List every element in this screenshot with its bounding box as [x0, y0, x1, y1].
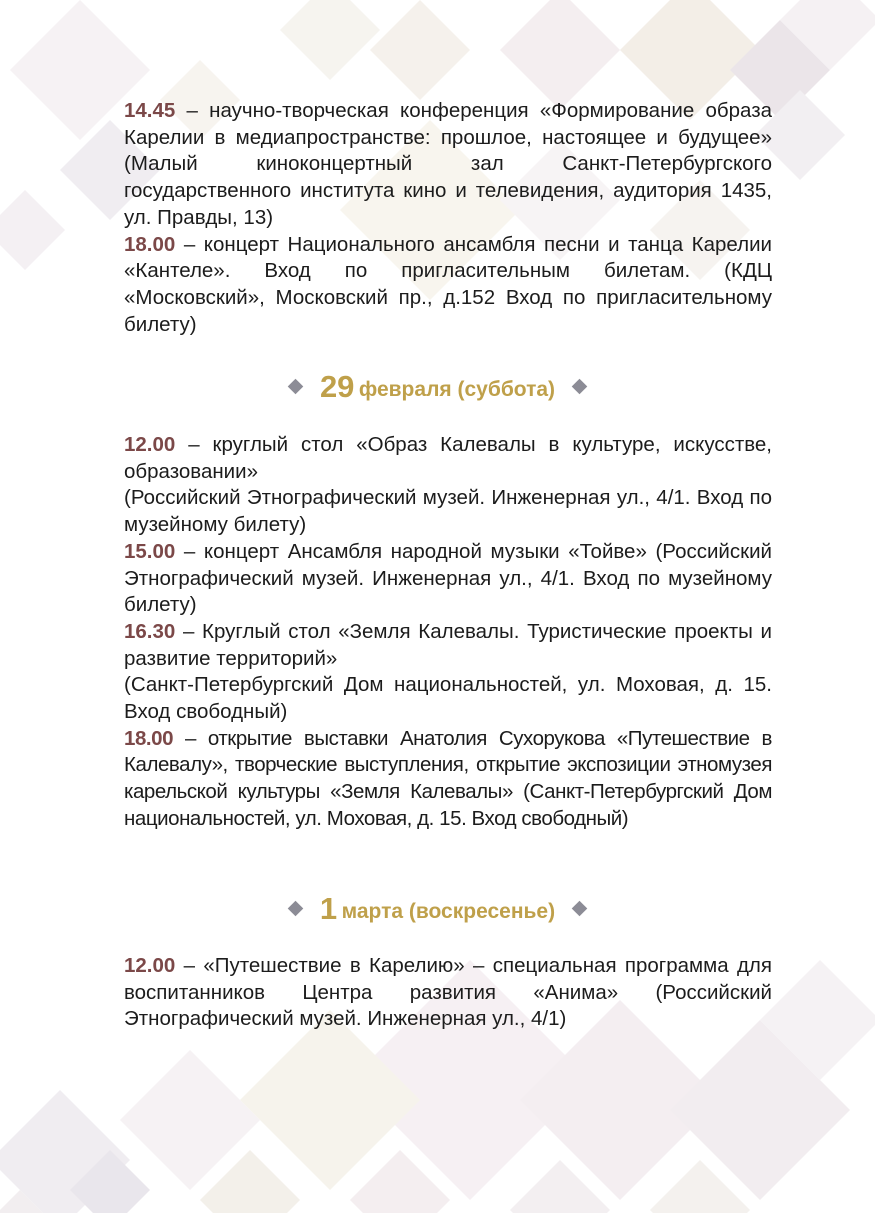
event-entry: [124, 953, 772, 1033]
event-description: – Круглый стол «Земля Калевалы. Туристические проекты и развитие территорий»: [124, 619, 772, 670]
event-description: – концерт Ансамбля народной музыки «Тойве» (Российский Этнографический музей. Инженерная ул., 4/1. Вход по музейному билету): [124, 539, 772, 617]
event-description: – «Путешествие в Карелию» – специальная программа для воспитанников Центра развития «Анима» (Российский Этнографический музей. Инженерная ул., 4/1): [124, 954, 772, 1031]
event-time: 18.00: [124, 232, 176, 256]
event-time: 12.00: [124, 954, 176, 977]
date-number: 29: [319, 369, 355, 404]
event-entry: [124, 432, 772, 485]
event-entry: [124, 232, 772, 339]
schedule-section-continuation: [124, 98, 772, 338]
event-entry: [124, 726, 772, 833]
event-time: 14.45: [124, 99, 176, 122]
event-time: 12.00: [124, 433, 176, 456]
date-heading-feb29: [0, 369, 875, 405]
diamond-bullet-icon: [288, 901, 304, 917]
event-description: – круглый стол «Образ Калевалы в культуре, искусстве, образовании»: [124, 433, 772, 483]
event-description: – концерт Национального ансамбля песни и танца Карелии «Кантеле». Вход по пригласительным билетам. (КДЦ «Московский», Московский пр., д.152 Вход по пригласительному билету): [124, 232, 772, 336]
event-entry: [124, 539, 772, 619]
event-time: 18.00: [124, 726, 174, 750]
diamond-bullet-icon: [572, 901, 588, 917]
date-number: 1: [319, 891, 338, 926]
date-heading-mar1: [0, 891, 875, 927]
event-venue-note: (Российский Этнографический музей. Инженерная ул., 4/1. Вход по музейному билету): [124, 486, 772, 537]
schedule-section-feb29: [124, 432, 772, 833]
schedule-section-mar1: [124, 953, 772, 1033]
event-entry: [124, 619, 772, 672]
diamond-bullet-icon: [572, 379, 588, 395]
event-description: – научно-творческая конференция «Формирование образа Карелии в медиапространстве: прошлое, настоящее и будущее» (Малый киноконцертный зал Санкт-Петербургского государственного института кино и телевидения, аудитория 1435, ул. Правды, 13): [124, 99, 772, 229]
event-description: – открытие выставки Анатолия Сухорукова «Путешествие в Калевалу», творческие выступления, открытие экспозиции этномузея карельской культуры «Земля Калевалы» (Санкт-Петербургский Дом национальностей, ул. Моховая, д. 15. Вход свободный): [124, 726, 772, 830]
event-entry: [124, 98, 772, 232]
event-time: 16.30: [124, 619, 176, 643]
date-label: февраля (суббота): [358, 378, 556, 401]
date-label: марта (воскресенье): [341, 900, 556, 923]
diamond-bullet-icon: [288, 379, 304, 395]
event-venue-note: (Санкт-Петербургский Дом национальностей, ул. Моховая, д. 15. Вход свободный): [124, 673, 772, 724]
event-time: 15.00: [124, 539, 176, 563]
